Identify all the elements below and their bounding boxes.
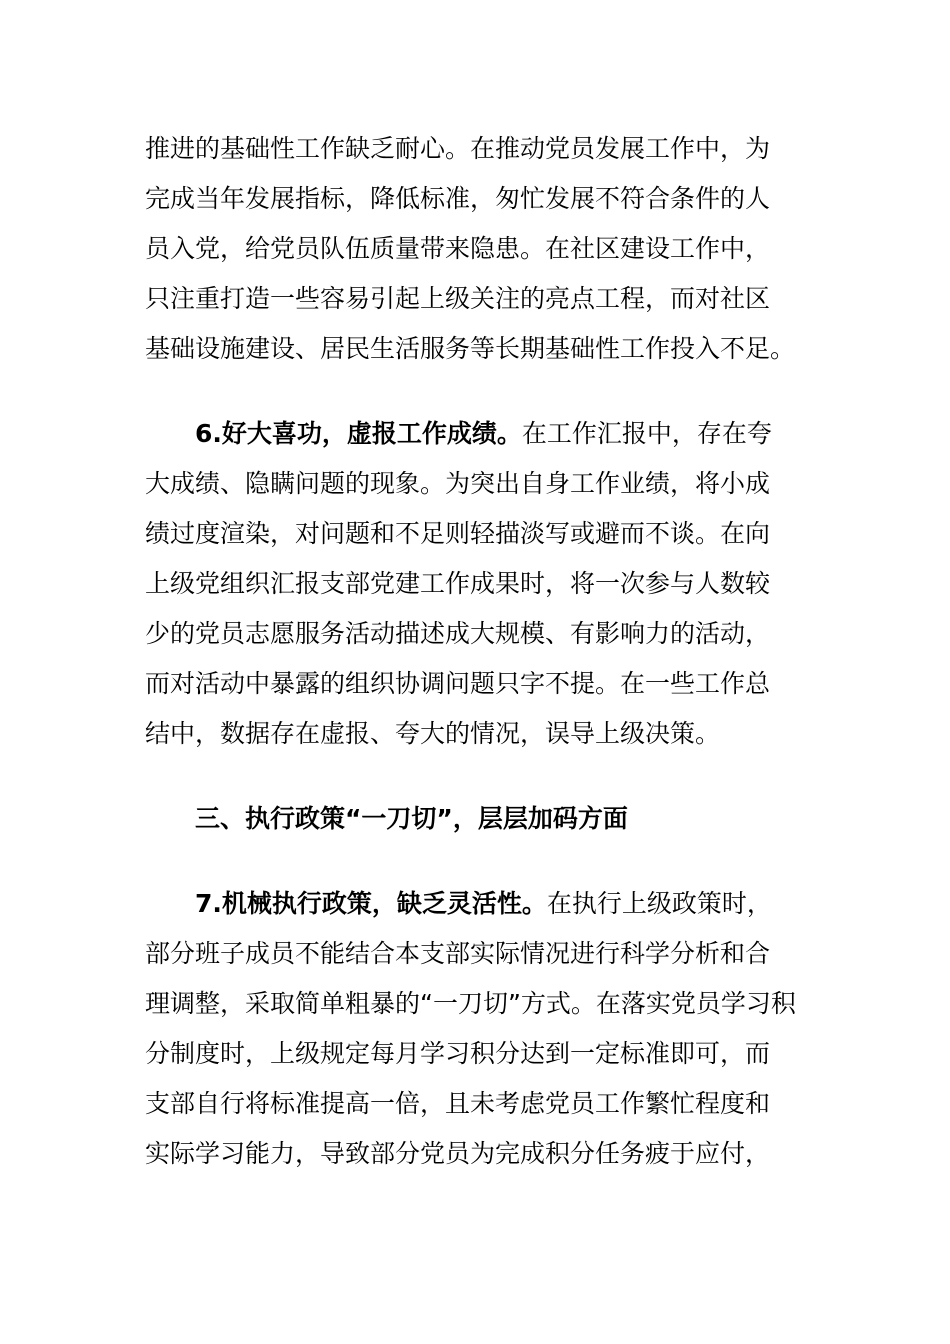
paragraph-line: 实际学习能力，导致部分党员为完成积分任务疲于应付， xyxy=(145,1139,771,1168)
paragraph-line: 而对活动中暴露的组织协调问题只字不提。在一些工作总 xyxy=(145,669,771,698)
paragraph-line: 支部自行将标准提高一倍，且未考虑党员工作繁忙程度和 xyxy=(145,1089,771,1118)
paragraph-line: 结中，数据存在虚报、夸大的情况，误导上级决策。 xyxy=(145,719,721,748)
paragraph-line: 推进的基础性工作缺乏耐心。在推动党员发展工作中，为 xyxy=(145,134,771,163)
paragraph-line: 部分班子成员不能结合本支部实际情况进行科学分析和合 xyxy=(145,939,771,968)
paragraph-line: 分制度时，上级规定每月学习积分达到一定标准即可，而 xyxy=(145,1039,771,1068)
paragraph-line: 少的党员志愿服务活动描述成大规模、有影响力的活动， xyxy=(145,619,771,648)
paragraph-line: 基础设施建设、居民生活服务等长期基础性工作投入不足。 xyxy=(145,334,796,363)
item-6-heading: 6.好大喜功，虚报工作成绩。 xyxy=(195,419,522,448)
paragraph-line: 完成当年发展指标，降低标准，匆忙发展不符合条件的人 xyxy=(145,184,771,213)
section-heading: 三、执行政策“一刀切”，层层加码方面 xyxy=(195,804,628,833)
paragraph-line: 大成绩、隐瞒问题的现象。为突出自身工作业绩，将小成 xyxy=(145,469,771,498)
item-7-first-line-text: 在执行上级政策时， xyxy=(546,889,772,918)
paragraph-line: 理调整，采取简单粗暴的“一刀切”方式。在落实党员学习积 xyxy=(145,989,796,1018)
paragraph-line: 只注重打造一些容易引起上级关注的亮点工程，而对社区 xyxy=(145,284,771,313)
item-6-first-line xyxy=(195,419,772,449)
paragraph-line: 员入党，给党员队伍质量带来隐患。在社区建设工作中， xyxy=(145,234,771,263)
paragraph-line: 上级党组织汇报支部党建工作成果时，将一次参与人数较 xyxy=(145,569,771,598)
item-7-heading: 7.机械执行政策，缺乏灵活性。 xyxy=(195,889,547,918)
paragraph-line: 绩过度渲染，对问题和不足则轻描淡写或避而不谈。在向 xyxy=(145,519,771,548)
item-7-first-line xyxy=(195,889,772,919)
item-6-first-line-text: 在工作汇报中，存在夸 xyxy=(521,419,772,448)
